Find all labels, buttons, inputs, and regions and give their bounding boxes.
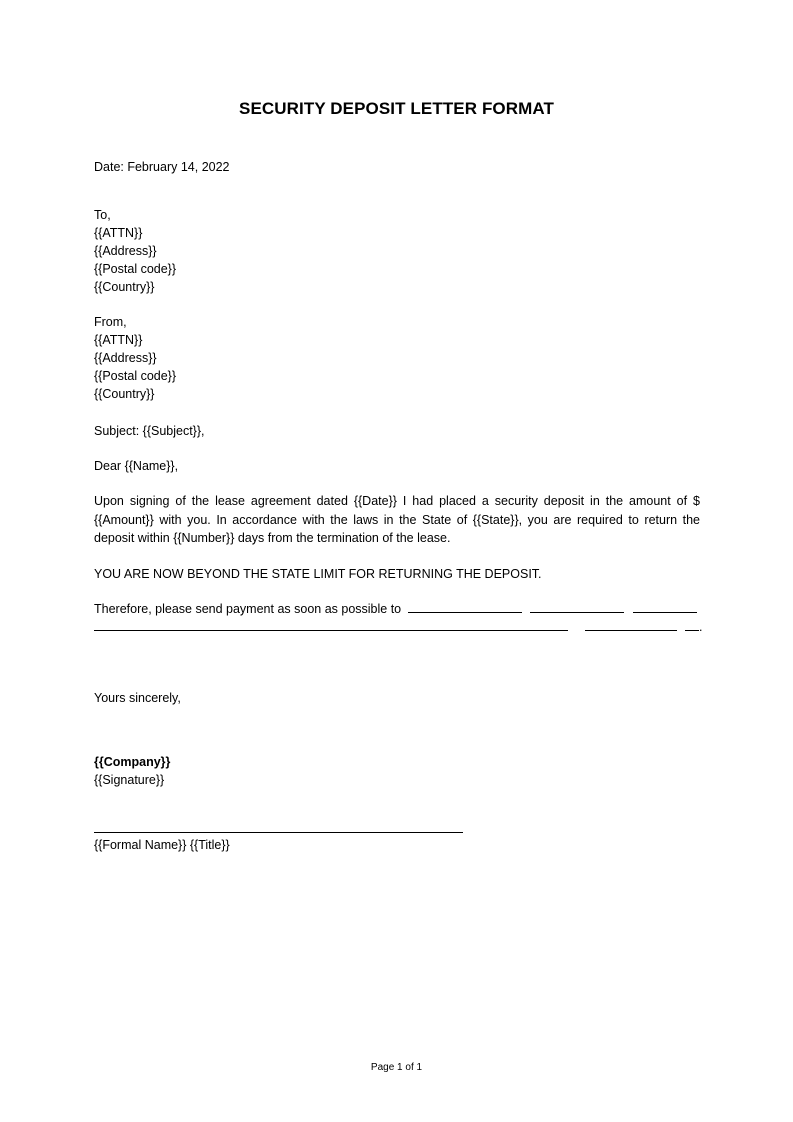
payment-blank-1 bbox=[408, 600, 522, 613]
payment-blank-4 bbox=[94, 618, 568, 631]
payment-line bbox=[94, 600, 697, 618]
page-footer: Page 1 of 1 bbox=[370, 1062, 423, 1073]
from-address: {{Address}} bbox=[94, 351, 157, 365]
payment-blank-3 bbox=[633, 600, 697, 613]
payment-text: Therefore, please send payment as soon as possible to bbox=[94, 602, 402, 616]
subject-line: Subject: {{Subject}}, bbox=[94, 424, 205, 438]
payment-blank-5 bbox=[585, 618, 677, 631]
to-attn: {{ATTN}} bbox=[94, 226, 143, 240]
notice-line: YOU ARE NOW BEYOND THE STATE LIMIT FOR RETURNING THE DEPOSIT. bbox=[94, 567, 542, 581]
body-paragraph: Upon signing of the lease agreement dated {{Date}} I had placed a security deposit in the amount of $ {{Amount}} with you. In accordance with the laws in the State of {{State}}, you are required to return the deposit within {{Number}} days from the termination of the lease. bbox=[94, 494, 700, 545]
signature-rule bbox=[94, 832, 463, 833]
document-title: SECURITY DEPOSIT LETTER FORMAT bbox=[239, 99, 554, 118]
payment-blank-2 bbox=[530, 600, 624, 613]
closing: Yours sincerely, bbox=[94, 691, 181, 705]
payment-line-2 bbox=[94, 618, 702, 636]
from-postal-code: {{Postal code}} bbox=[94, 369, 177, 383]
from-country: {{Country}} bbox=[94, 387, 155, 401]
to-label: To, bbox=[94, 208, 111, 222]
formal-name-title: {{Formal Name}} {{Title}} bbox=[94, 838, 230, 852]
signature: {{Signature}} bbox=[94, 773, 165, 787]
date-line: Date: February 14, 2022 bbox=[94, 160, 230, 174]
to-country: {{Country}} bbox=[94, 280, 155, 294]
payment-end: . bbox=[698, 620, 703, 634]
to-address: {{Address}} bbox=[94, 244, 157, 258]
from-label: From, bbox=[94, 315, 127, 329]
to-postal-code: {{Postal code}} bbox=[94, 262, 177, 276]
payment-blank-6 bbox=[685, 618, 699, 631]
salutation: Dear {{Name}}, bbox=[94, 459, 179, 473]
company-name: {{Company}} bbox=[94, 755, 171, 769]
from-attn: {{ATTN}} bbox=[94, 333, 143, 347]
